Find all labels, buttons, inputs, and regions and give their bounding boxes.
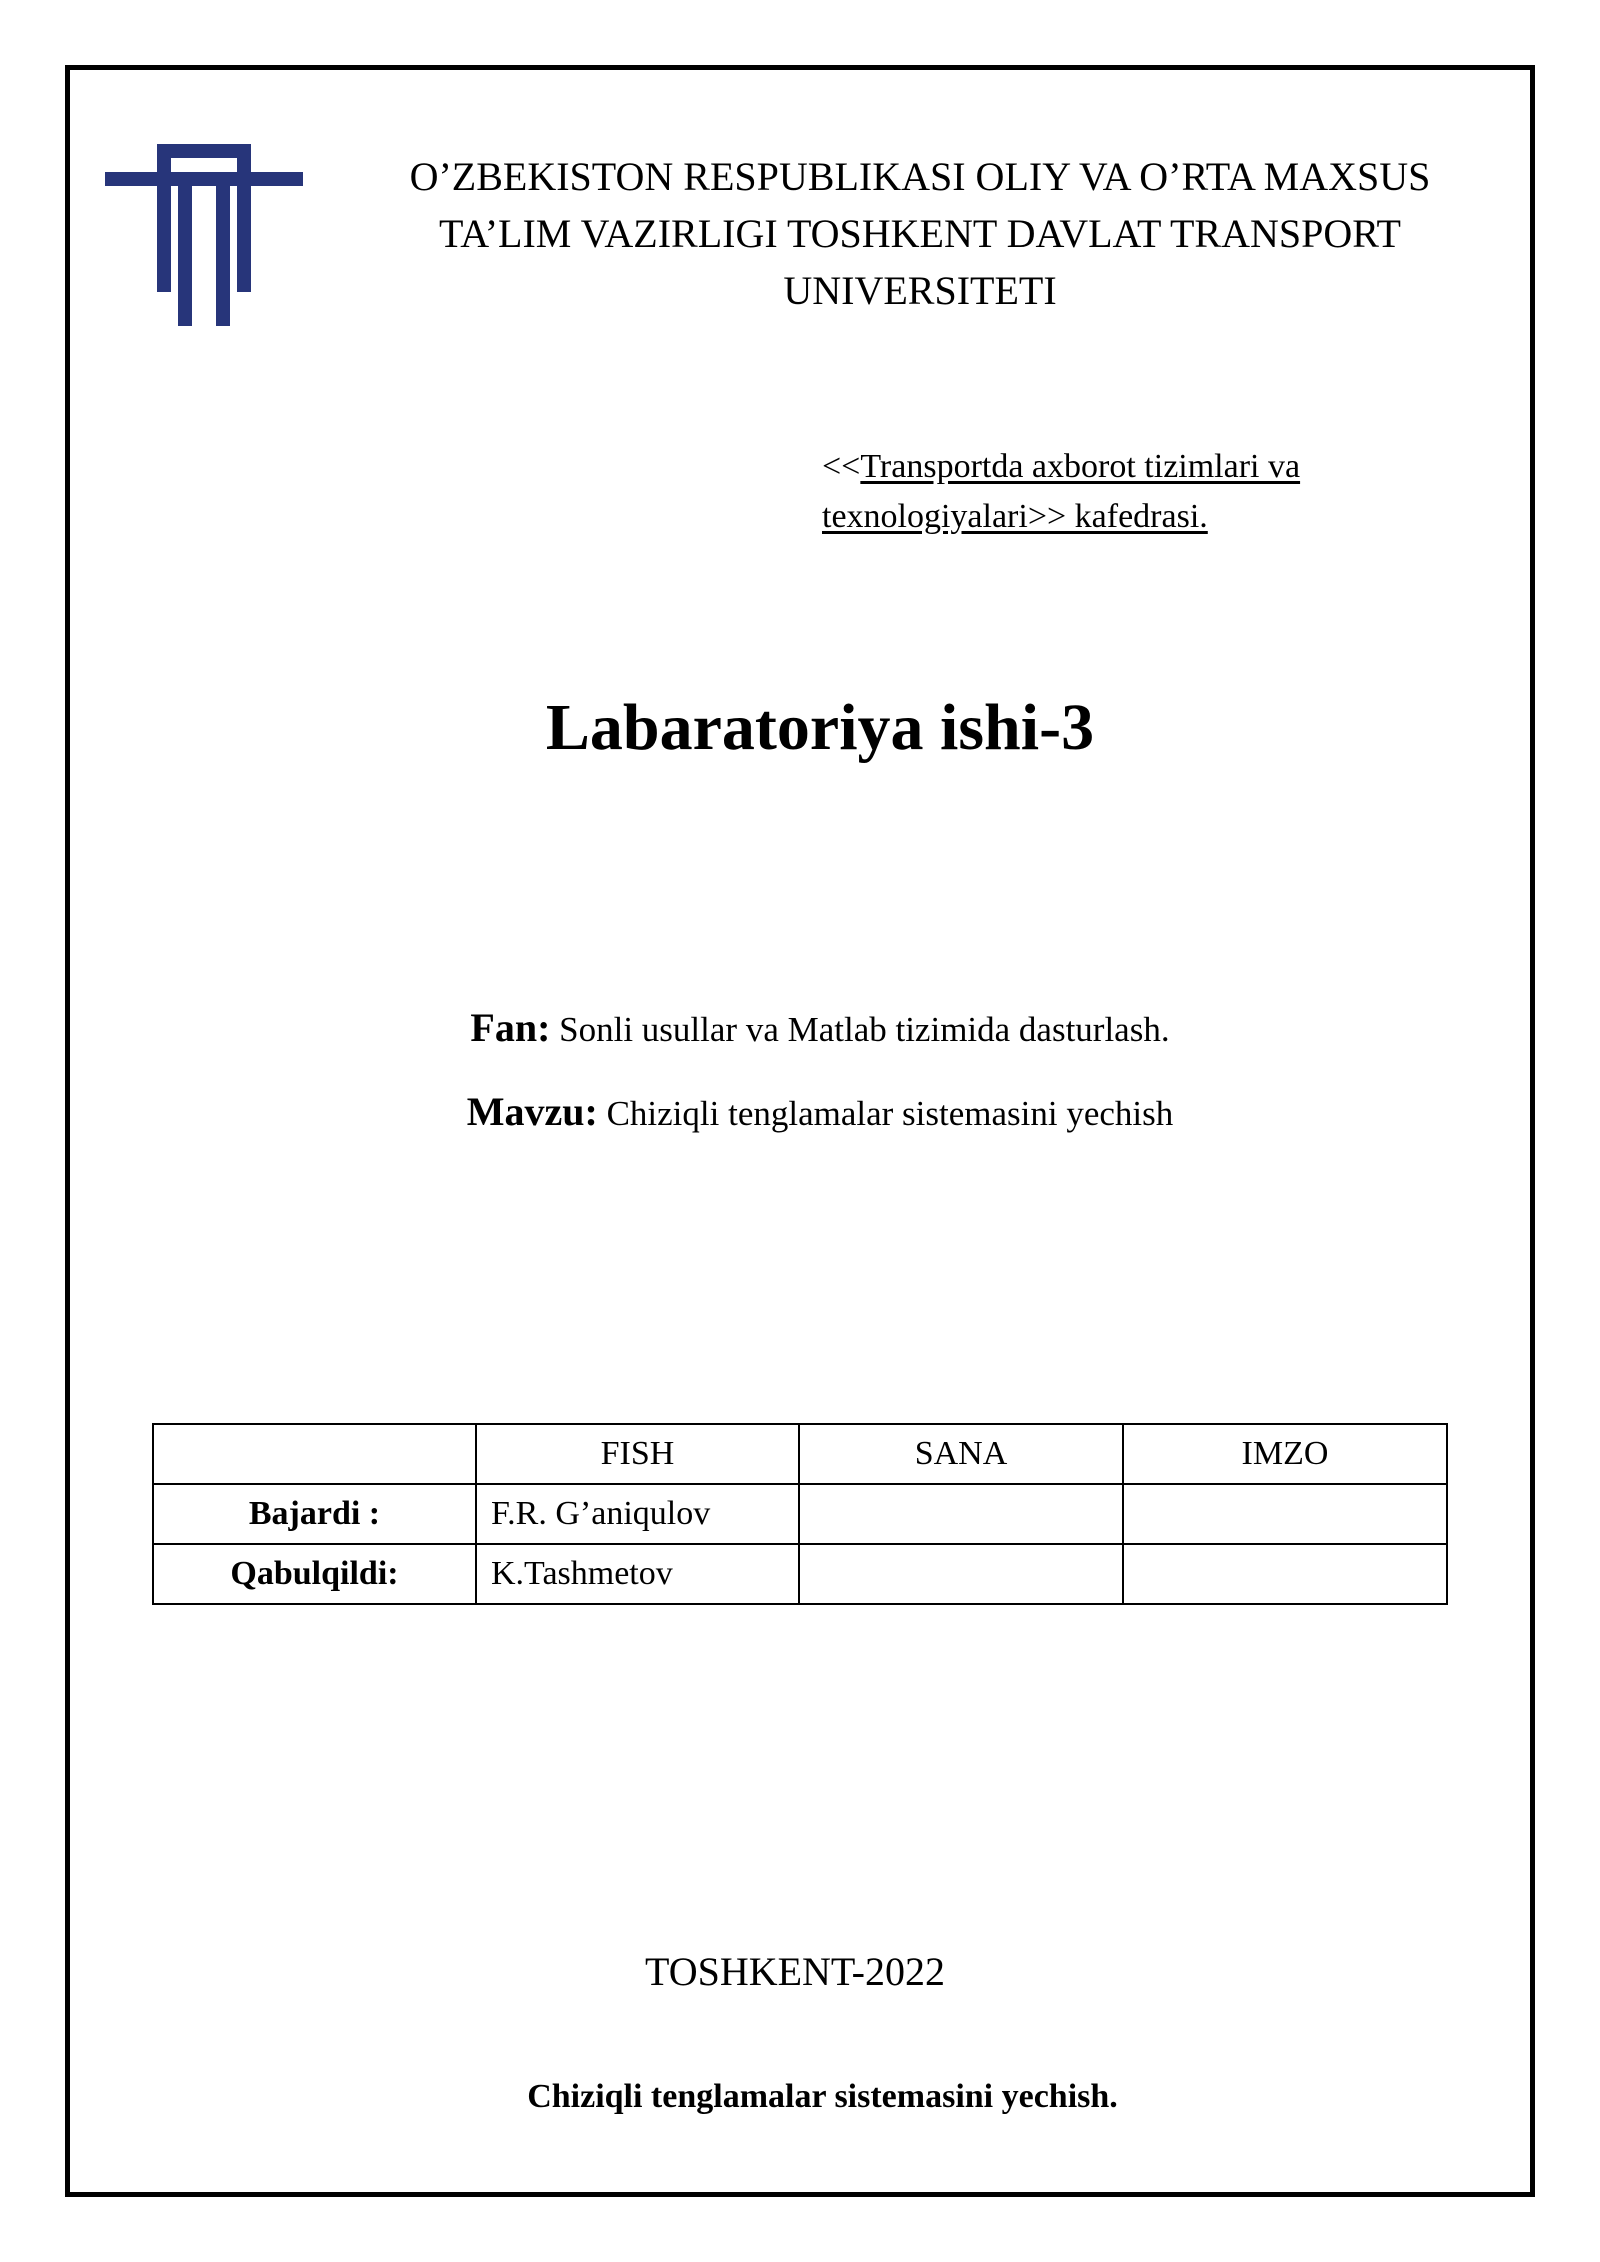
mavzu-value: Chiziqli tenglamalar sistemasini yechish [597, 1094, 1174, 1133]
fan-label: Fan: [470, 1005, 551, 1050]
subject-fan [0, 1004, 1600, 1051]
subject-mavzu [0, 1088, 1600, 1135]
date-cell [799, 1484, 1123, 1544]
date-cell [799, 1544, 1123, 1604]
department-name [822, 442, 1472, 542]
fan-value: Sonli usullar va Matlab tizimida dasturlash. [550, 1010, 1170, 1049]
section-title: Chiziqli tenglamalar sistemasini yechish. [527, 2078, 1118, 2115]
table-row [153, 1484, 1447, 1544]
table-row [153, 1544, 1447, 1604]
signature-cell [1123, 1484, 1447, 1544]
city-year: TOSHKENT-2022 [644, 1949, 946, 1994]
department-prefix: << [822, 448, 861, 485]
mavzu-label: Mavzu: [466, 1089, 598, 1134]
table-header-sana: SANA [799, 1424, 1123, 1484]
name-cell: K.Tashmetov [476, 1544, 799, 1604]
table-header-empty [153, 1424, 476, 1484]
role-cell: Bajardi : [153, 1484, 476, 1544]
table-header-imzo: IMZO [1123, 1424, 1447, 1484]
name-cell: F.R. G’aniqulov [476, 1484, 799, 1544]
header-line-2: TA’LIM VAZIRLIGI TOSHKENT DAVLAT TRANSPORT [439, 211, 1401, 256]
ministry-university-header [330, 148, 1510, 319]
header-line-1: O’ZBEKISTON RESPUBLIKASI OLIY VA O’RTA MAXSUS [409, 154, 1431, 199]
table-header-fish: FISH [476, 1424, 799, 1484]
signature-table [152, 1423, 1448, 1605]
university-logo-icon [105, 144, 303, 326]
signature-cell [1123, 1544, 1447, 1604]
table-header-row [153, 1424, 1447, 1484]
department-line-1: Transportda axborot tizimlari va [860, 448, 1301, 485]
lab-work-title: Labaratoriya ishi-3 [545, 691, 1095, 764]
header-line-3: UNIVERSITETI [783, 268, 1057, 313]
department-line-2: texnologiyalari>> kafedrasi. [822, 498, 1208, 535]
role-cell: Qabulqildi: [153, 1544, 476, 1604]
